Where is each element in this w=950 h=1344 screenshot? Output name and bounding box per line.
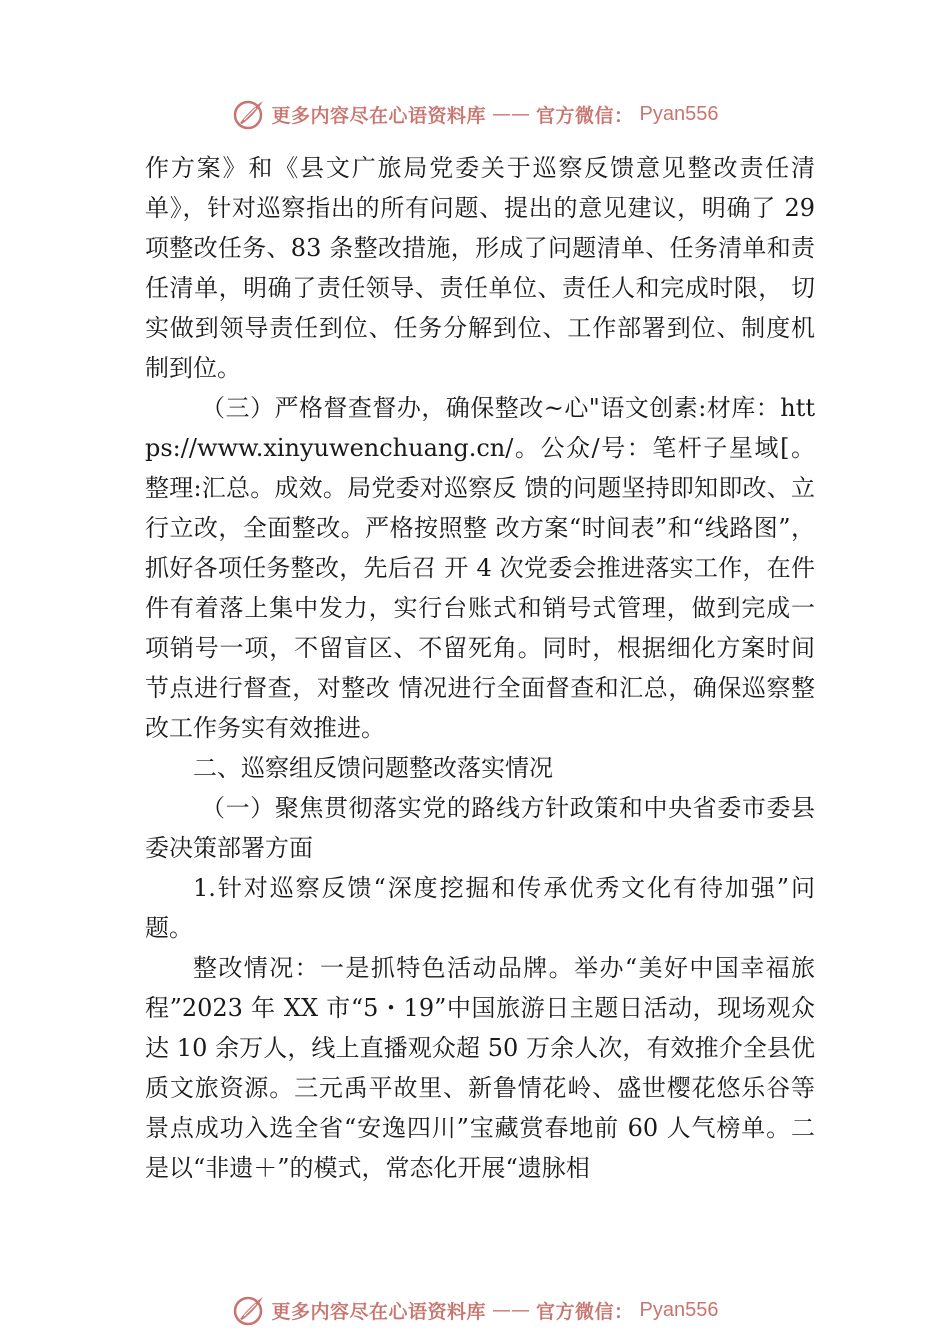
banner-title: 更多内容尽在心语资料库 (271, 1300, 487, 1323)
item-heading-1: 1.针对巡察反馈“深度挖掘和传承优秀文化有待加强”问题。 (145, 874, 815, 942)
quill-logo-icon (232, 1293, 266, 1327)
banner-dash: —— (492, 103, 531, 125)
paragraph-supervision: （三）严格督查督办，确保整改~心"语文创素:材库：https://www.xinyuwenchuang.cn/。公众/号：笔杆子星域[。整理:汇总。成效。局党委对巡察反 馈的问题坚持即知即改、立行立改，全面整改。严格按照整 改方案“时间表”和“线路图”，抓好各项任务整改，先后召 开 4 次党委会推进落实工作，在件件有着落上集中发力，实行台账式和销号式管理，做到完成一项销号一项，不留盲区、不留死角。同时，根据细化方案时间节点进行督查，对整改 情况进行全面督查和汇总，确保巡察整改工作务实有效推进。 (145, 394, 815, 742)
banner-wechat-id: Pyan556 (639, 102, 719, 125)
paragraph-rectification-status: 整改情况：一是抓特色活动品牌。举办“美好中国幸福旅程”2023 年 XX 市“5・19”中国旅游日主题日活动，现场观众达 10 余万人，线上直播观众超 50 万余人次，有效推介全县优质文旅资源。三元禹平故里、新鲁情花岭、盛世樱花悠乐谷等景点成功入选全省“安逸四川”宝藏赏春地前 60 人气榜单。二是以“非遗＋”的模式，常态化开展“遗脉相 (145, 954, 815, 1182)
quill-logo-icon (232, 97, 266, 131)
section-heading-2: 二、巡察组反馈问题整改落实情况 (193, 754, 553, 782)
banner-label: 官方微信： (536, 104, 634, 127)
banner-dash: —— (492, 1299, 531, 1321)
paragraph-rectification-plan: 作方案》和《县文广旅局党委关于巡察反馈意见整改责任清单》，针对巡察指出的所有问题、提出的意见建议，明确了 29 项整改任务、83 条整改措施，形成了问题清单、任务清单和责任清单，明确了责任领导、责任单位、责任人和完成时限， 切实做到领导责任到位、任务分解到位、工作部署到位、制度机制到位。 (145, 154, 815, 382)
document-body (145, 148, 815, 1188)
banner-title: 更多内容尽在心语资料库 (271, 104, 487, 127)
header-watermark-banner (0, 94, 950, 134)
subsection-heading-1: （一）聚焦贯彻落实党的路线方针政策和中央省委市委县委决策部署方面 (145, 794, 815, 862)
footer-watermark-banner (0, 1290, 950, 1330)
banner-label: 官方微信： (536, 1300, 634, 1323)
banner-wechat-id: Pyan556 (639, 1298, 719, 1321)
